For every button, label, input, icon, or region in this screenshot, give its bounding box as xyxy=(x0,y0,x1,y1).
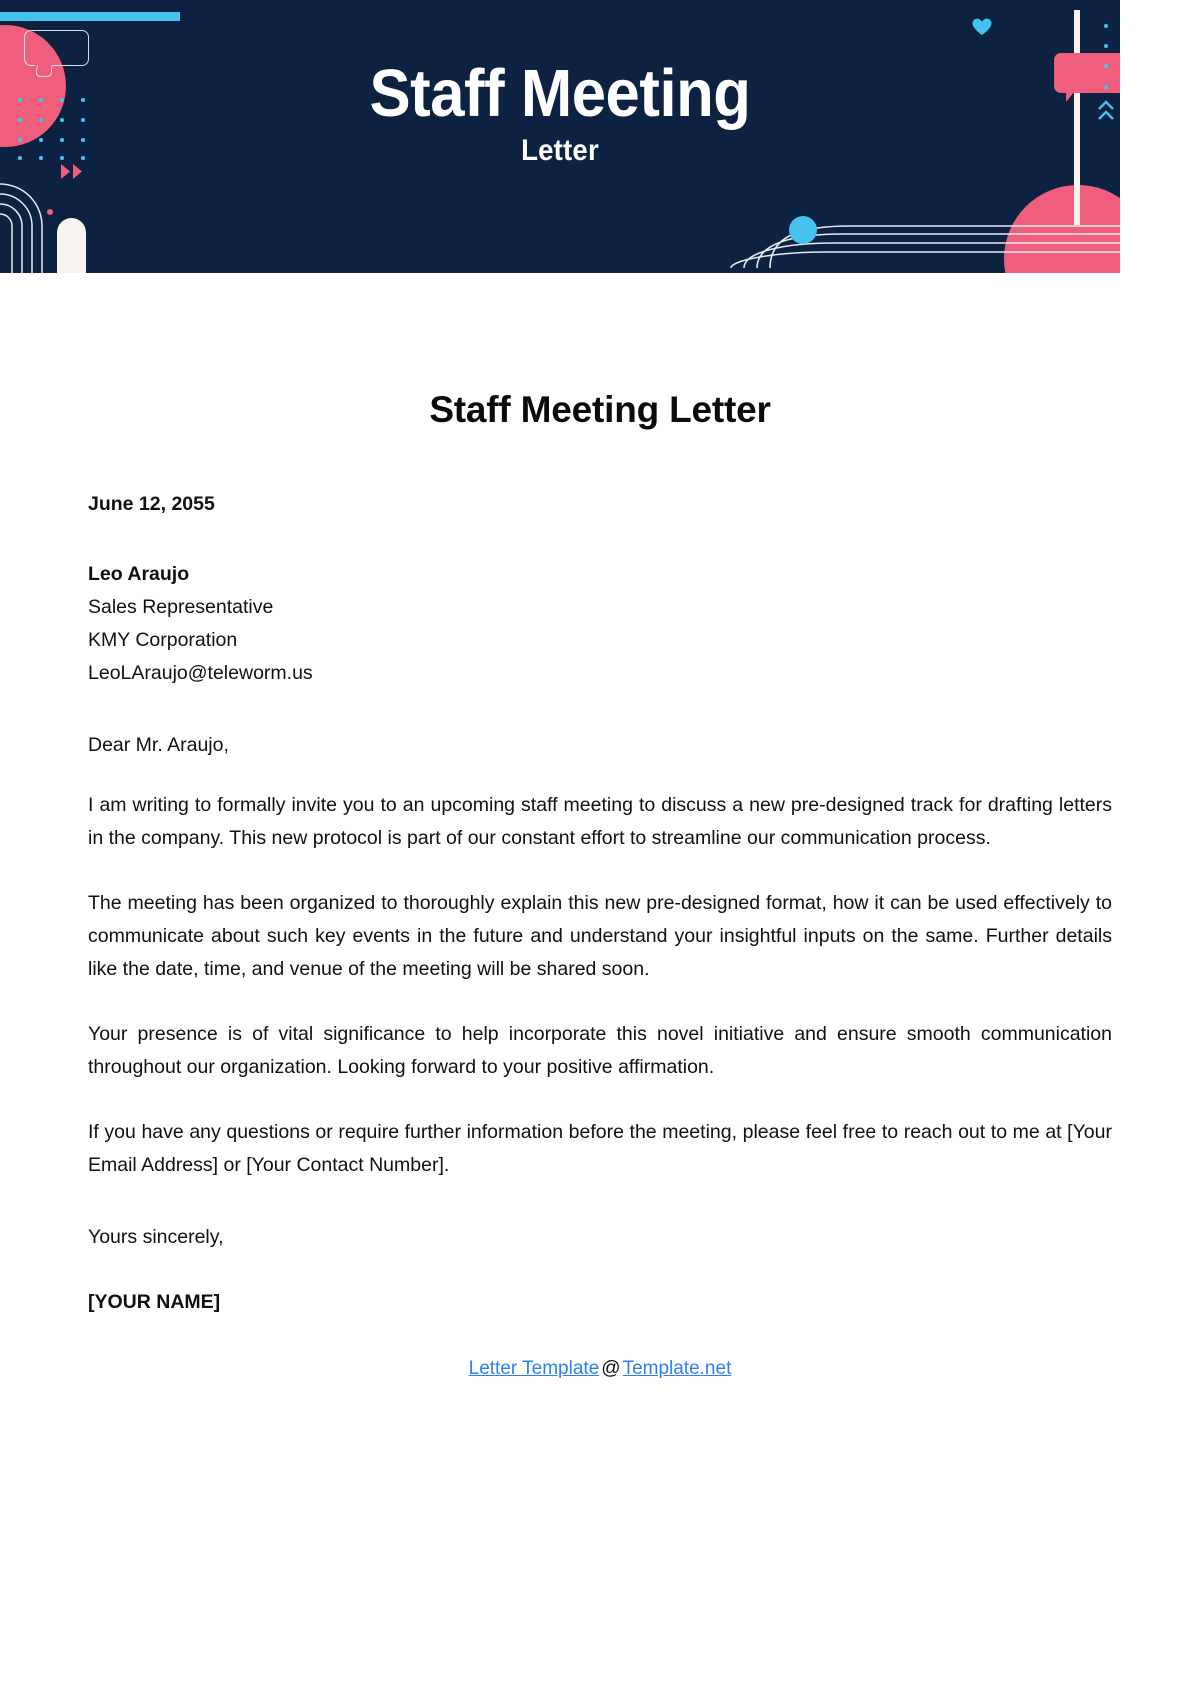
heart-icon xyxy=(972,18,992,41)
template-net-link[interactable]: Template.net xyxy=(622,1358,732,1379)
recipient-job-title: Sales Representative xyxy=(88,596,274,618)
pink-circle-bottom-right-decoration xyxy=(1004,185,1120,273)
footer xyxy=(88,1358,1112,1420)
banner-title: Staff Meeting xyxy=(369,56,751,131)
letter-date: June 12, 2055 xyxy=(88,493,215,515)
banner-heading-group xyxy=(0,56,1120,168)
signature-name: [YOUR NAME] xyxy=(88,1291,221,1313)
recipient-name: Leo Araujo xyxy=(88,563,190,585)
salutation: Dear Mr. Araujo, xyxy=(88,734,229,756)
recipient-email: LeoLAraujo@teleworm.us xyxy=(88,662,313,684)
footer-separator: @ xyxy=(601,1358,621,1379)
body-paragraph: If you have any questions or require further information before the meeting, please feel free to reach out to me at [Your Email Address] or [Your Contact Number]. xyxy=(88,1121,1112,1176)
pink-dot-decoration xyxy=(47,209,53,215)
cyan-circle-decoration xyxy=(789,216,817,244)
header-banner xyxy=(0,0,1120,273)
recipient-block xyxy=(88,558,1112,690)
cyan-bar-decoration xyxy=(0,12,180,21)
body-paragraph: The meeting has been organized to thoroughly explain this new pre-designed format, how it can be used effectively to communicate about such key events in the future and understand your insightful inputs on the same. Further details like the date, time, and venue of the meeting will be shared soon. xyxy=(88,892,1112,980)
letter-body xyxy=(0,389,1200,1420)
recipient-company: KMY Corporation xyxy=(88,629,238,651)
letter-template-link[interactable]: Letter Template xyxy=(468,1358,600,1379)
body-paragraph: I am writing to formally invite you to an upcoming staff meeting to discuss a new pre-designed track for drafting letters in the company. This new protocol is part of our constant effort to streamline our communication process. xyxy=(88,794,1112,849)
body-paragraph: Your presence is of vital significance to help incorporate this novel initiative and ensure smooth communication throughout our organization. Looking forward to your positive affirmation. xyxy=(88,1023,1112,1078)
banner-subtitle: Letter xyxy=(521,134,599,168)
cream-rounded-bar-decoration xyxy=(57,218,86,273)
closing-line: Yours sincerely, xyxy=(88,1226,224,1248)
page-title: Staff Meeting Letter xyxy=(429,389,771,430)
